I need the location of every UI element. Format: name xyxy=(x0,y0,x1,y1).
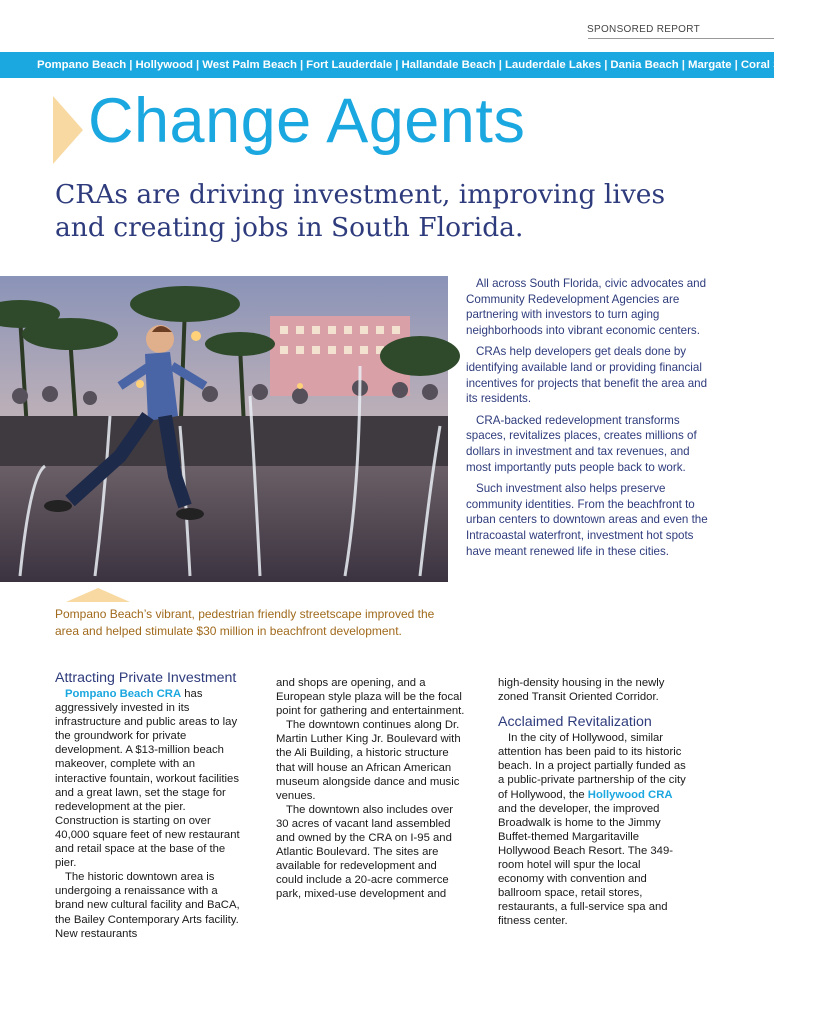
separator: | xyxy=(395,59,399,71)
body-paragraph xyxy=(55,687,245,870)
body-paragraph: The historic downtown area is undergoing a renaissance with a brand new cultural facility and BaCA, the Bailey Contemporary Arts facility. New restaurants xyxy=(55,871,240,940)
separator: | xyxy=(681,59,685,71)
body-paragraph: high-density housing in the newly zoned Transit Oriented Corridor. xyxy=(498,677,665,704)
city-lauderdale-lakes: Lauderdale Lakes xyxy=(504,59,602,71)
intro-text xyxy=(466,276,716,565)
city-hollywood: Hollywood xyxy=(135,59,194,71)
hollywood-cra-link[interactable]: Hollywood CRA xyxy=(587,788,673,801)
column-3 xyxy=(498,676,688,929)
body-text: and the developer, the improved Broadwalk is home to the Jimmy Buffet-themed Margaritaville Hollywood Beach Resort. The 349-room hotel will spur the local economy with convention and ballroom space, retail stores, restaurants, a full-service spa and fitness center. xyxy=(498,802,673,928)
column-1 xyxy=(55,670,245,941)
caption-chevron-icon xyxy=(66,588,130,602)
body-paragraph: The downtown continues along Dr. Martin Luther King Jr. Boulevard with the Ali Building, a historic structure that will house an African American museum alongside dance and music venues. xyxy=(276,719,461,802)
intro-paragraph: CRA-backed redevelopment transforms spaces, revitalizes places, creates millions of dollars in investment and tax revenues, and most importantly puts people back to work. xyxy=(466,413,697,474)
title-arrow-icon xyxy=(53,96,83,164)
city-fort-lauderdale: Fort Lauderdale xyxy=(306,59,393,71)
sponsored-report-label: SPONSORED REPORT xyxy=(587,24,700,35)
page-subtitle: CRAs are driving investment, improving lives and creating jobs in South Florida. xyxy=(55,179,666,243)
body-paragraph xyxy=(498,731,688,928)
city-margate: Margate xyxy=(687,59,732,71)
page-title: Change Agents xyxy=(88,86,526,156)
city-coral-springs: Coral Springs xyxy=(740,59,816,71)
body-paragraph: The downtown also includes over 30 acres of vacant land assembled and owned by the CRA on I-95 and Atlantic Boulevard. The sites are available for redevelopment and could include a 20-acre commerce park, mixed-use development and xyxy=(276,803,454,901)
city-west-palm-beach: West Palm Beach xyxy=(202,59,297,71)
separator: | xyxy=(498,59,502,71)
section-heading-acclaimed-revitalization: Acclaimed Revitalization xyxy=(498,714,652,731)
city-hallandale: Hallandale Beach xyxy=(401,59,496,71)
intro-paragraph: All across South Florida, civic advocates and Community Redevelopment Agencies are partnering with investors to turn aging neighborhoods into vibrant economic centers. xyxy=(466,277,707,337)
intro-paragraph: Such investment also helps preserve community identities. From the beachfront to urban centers to downtown areas and even the Intracoastal waterfront, investment hot spots have meant renewed life in these cities. xyxy=(466,482,708,558)
separator: | xyxy=(129,59,133,71)
intro-paragraph: CRAs help developers get deals done by identifying available land or providing financial incentives for projects that benefit the area and its residents. xyxy=(466,345,708,406)
pompano-cra-link[interactable]: Pompano Beach CRA xyxy=(65,688,182,700)
separator: | xyxy=(196,59,200,71)
separator: | xyxy=(299,59,304,71)
column-2 xyxy=(276,676,466,902)
separator: | xyxy=(604,59,608,71)
city-pompano: Pompano Beach xyxy=(37,59,127,71)
separator: | xyxy=(734,59,738,71)
photo-caption: Pompano Beach’s vibrant, pedestrian friendly streetscape improved the area and helped stimulate $30 million in beachfront development. xyxy=(55,607,435,638)
body-paragraph: and shops are opening, and a European style plaza will be the focal point for gathering and entertainment. xyxy=(276,677,465,718)
section-heading-private-investment: Attracting Private Investment xyxy=(55,670,237,686)
city-bar xyxy=(0,52,816,78)
header-rule xyxy=(588,38,774,39)
city-dania-beach: Dania Beach xyxy=(610,59,679,71)
body-text: has aggressively invested in its infrastructure and public areas to lay the groundwork for private development. A $13-million beach makeover, complete with an interactive fountain, workout facilities and a great lawn, set the stage for redevelopment at the pier. Construction is starting on over 40,000 square feet of new restaurant and retail space at the base of the pier. xyxy=(55,688,240,870)
fountain-photo xyxy=(0,276,448,582)
body-text: In the city of Hollywood, similar attention has been paid to its historic beach. In a project partially funded as a public-private partnership of the city of Hollywood, the xyxy=(498,732,686,801)
